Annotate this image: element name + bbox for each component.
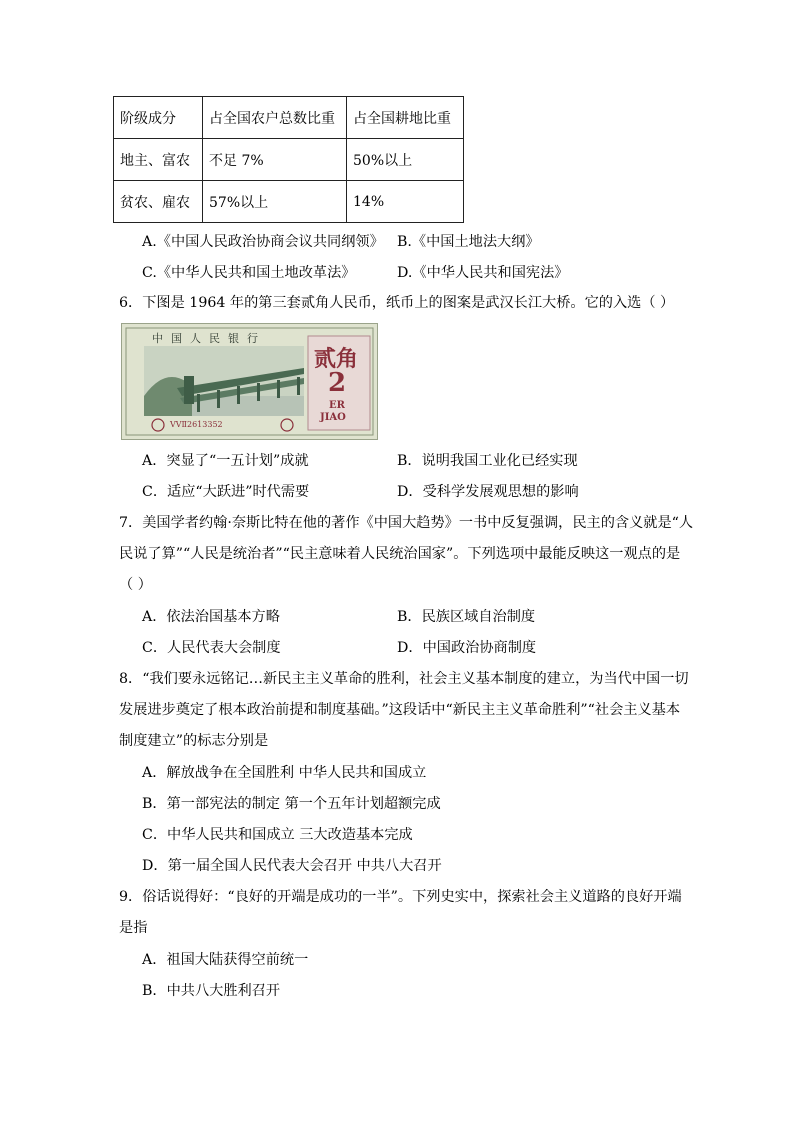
q8-option-c: C．中华人民共和国成立 三大改造基本完成: [142, 827, 413, 843]
q7-stem-line1: 7．美国学者约翰·奈斯比特在他的著作《中国大趋势》一书中反复强调，民主的含义就是“人: [119, 515, 694, 531]
q9-option-b: B．中共八大胜利召开: [142, 983, 281, 999]
banknote-serial: VVⅡ2613352: [170, 420, 223, 429]
table-cell: 贫农、雇农: [114, 181, 203, 223]
q5-option-b: B.《中国土地法大纲》: [397, 234, 540, 250]
q6-option-b: B．说明我国工业化已经实现: [397, 453, 578, 469]
banknote-denomination: 贰角: [314, 346, 359, 372]
q9-option-a: A．祖国大陆获得空前统一: [142, 952, 309, 968]
q5-option-d: D.《中华人民共和国宪法》: [397, 265, 569, 281]
table-cell: 地主、富农: [114, 139, 203, 181]
land-distribution-table: [113, 96, 464, 223]
q9-stem-line2: 是指: [119, 920, 148, 936]
table-header-cell: 阶级成分: [114, 97, 203, 139]
q6-option-d: D．受科学发展观思想的影响: [397, 484, 579, 500]
q8-stem-line1: 8．“我们要永远铭记…新民主主义革命的胜利，社会主义基本制度的建立，为当代中国一切: [119, 671, 689, 687]
q7-stem-line2: 民说了算”“人民是统治者”“民主意味着人民统治国家”。下列选项中最能反映这一观点的是: [119, 546, 681, 562]
banknote-numeral: 2: [328, 368, 347, 398]
q8-stem-line3: 制度建立”的标志分别是: [119, 733, 269, 749]
table-cell: 14%: [347, 181, 464, 223]
q7-option-c: C．人民代表大会制度: [142, 640, 281, 656]
table-cell: 50%以上: [347, 139, 464, 181]
table-row: [114, 181, 464, 223]
q8-option-b: B．第一部宪法的制定 第一个五年计划超额完成: [142, 796, 441, 812]
q5-option-a: A.《中国人民政治协商会议共同纲领》: [142, 234, 384, 250]
q6-stem: 6．下图是 1964 年的第三套贰角人民币，纸币上的图案是武汉长江大桥。它的入选（ ）: [119, 295, 675, 311]
q8-option-a: A．解放战争在全国胜利 中华人民共和国成立: [142, 765, 427, 781]
table-cell: 不足 7%: [203, 139, 347, 181]
q9-stem-line1: 9．俗话说得好：“良好的开端是成功的一半”。下列史实中，探索社会主义道路的良好开端: [119, 889, 682, 905]
q7-option-d: D．中国政治协商制度: [397, 640, 537, 656]
table-cell: 57%以上: [203, 181, 347, 223]
table-header-cell: 占全国农户总数比重: [203, 97, 347, 139]
q8-option-d: D．第一届全国人民代表大会召开 中共八大召开: [142, 858, 442, 874]
q6-option-c: C．适应“大跃进”时代需要: [142, 484, 310, 500]
table-header-cell: 占全国耕地比重: [347, 97, 464, 139]
q5-option-c: C.《中华人民共和国土地改革法》: [142, 265, 356, 281]
q7-option-b: B．民族区域自治制度: [397, 609, 536, 625]
banknote-image: [121, 323, 378, 440]
q7-option-a: A．依法治国基本方略: [142, 609, 280, 625]
table-header-row: [114, 97, 464, 139]
table-row: [114, 139, 464, 181]
q6-option-a: A．突显了“一五计划”成就: [142, 453, 309, 469]
q8-stem-line2: 发展进步奠定了根本政治前提和制度基础。”这段话中“新民主主义革命胜利”“社会主义基本: [119, 702, 681, 718]
q7-stem-line3: （ ）: [119, 577, 152, 593]
banknote-bank-name: 中国人民银行: [152, 332, 266, 345]
banknote-jiao: JIAO: [320, 412, 346, 423]
banknote-er: ER: [329, 400, 345, 411]
